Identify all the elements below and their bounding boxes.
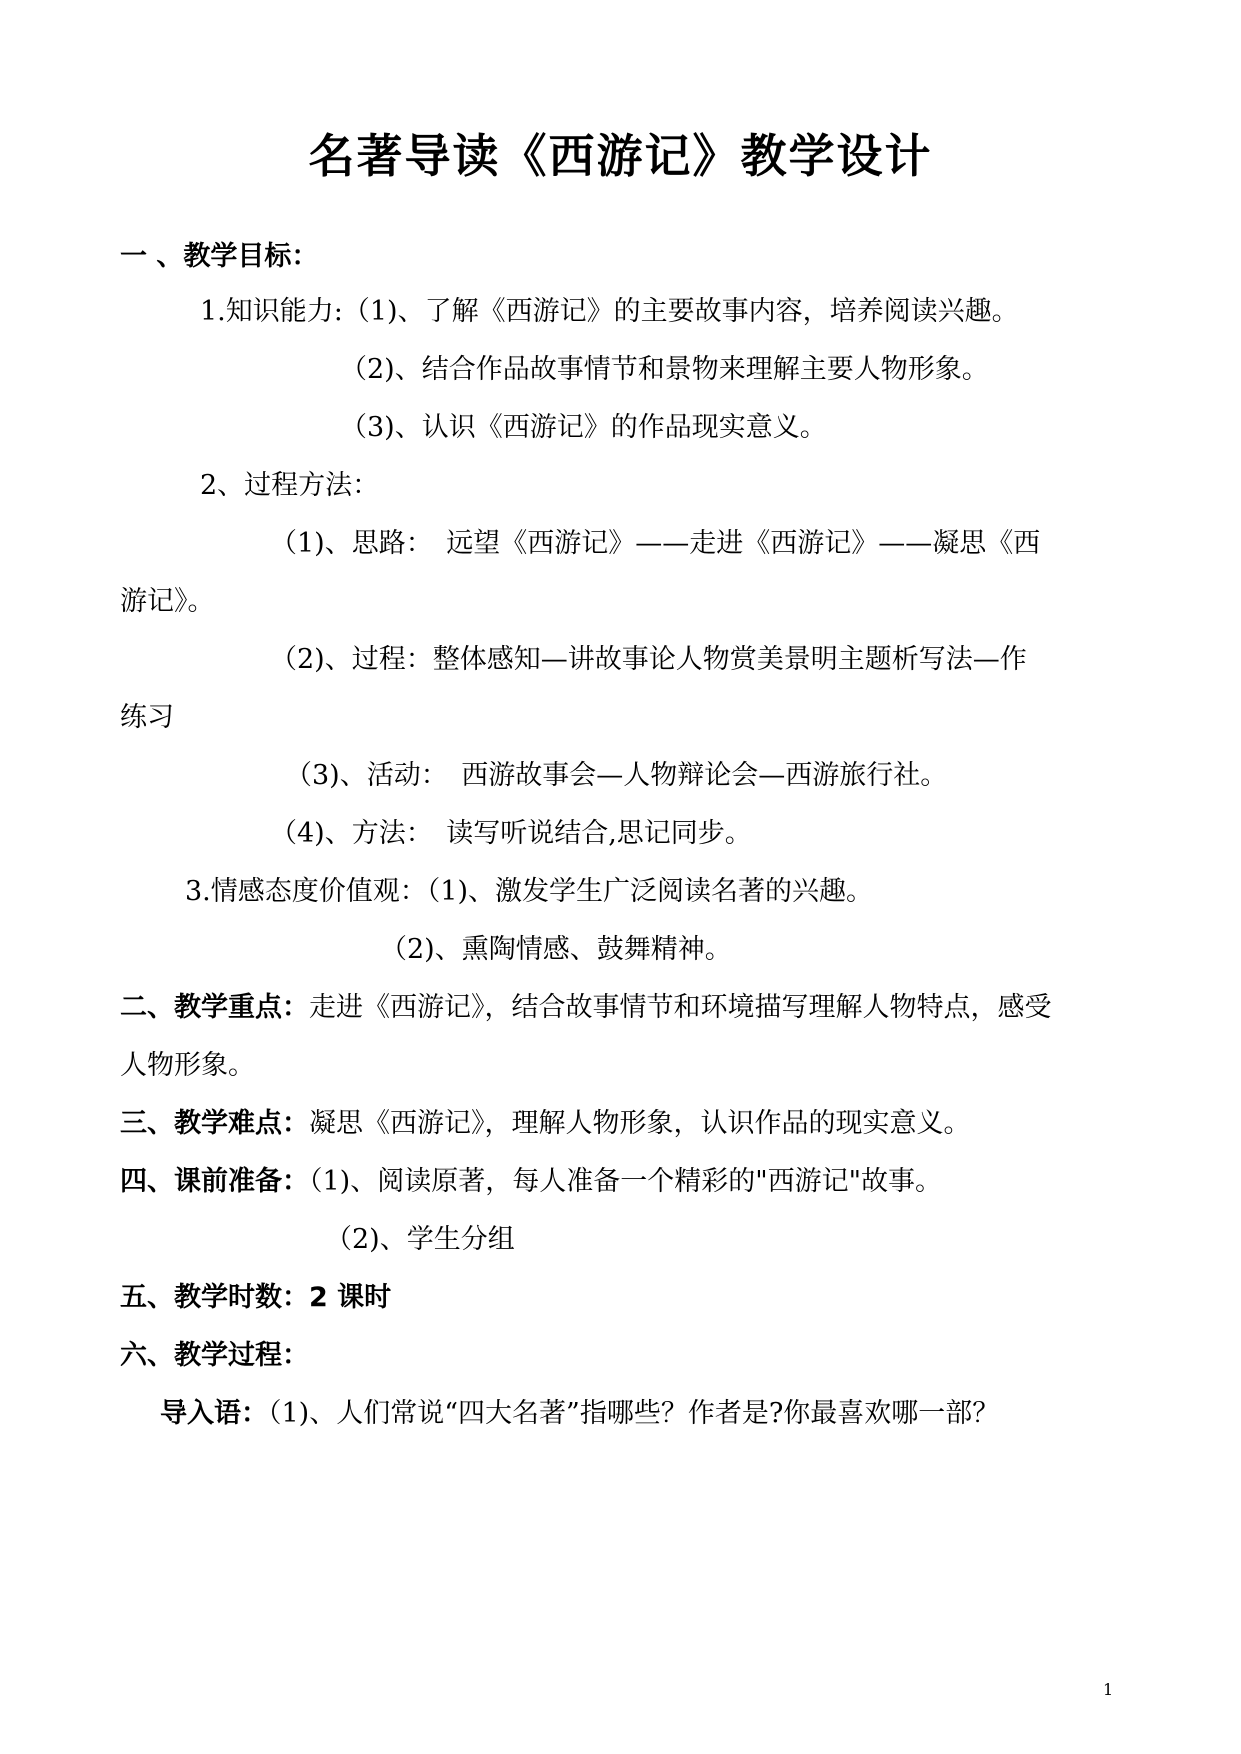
objective-3-line-2: （2)、熏陶情感、鼓舞精神。 — [380, 934, 732, 965]
section-4-line — [120, 1162, 1130, 1202]
intro-text: （1)、人们常说“四大名著”指哪些？作者是?你最喜欢哪一部？ — [268, 1398, 1000, 1429]
objective-2-approach-line-2: 游记》。 — [120, 586, 215, 617]
objective-2-process-line-1: （2)、过程：整体感知—讲故事论人物赏美景明主题析写法—作 — [270, 644, 1027, 675]
section-3-heading: 三、教学难点： — [120, 1108, 309, 1139]
objective-3-line-1: 3.情感态度价值观：（1)、激发学生广泛阅读名著的兴趣。 — [185, 876, 873, 907]
section-2-text: 走进《西游记》，结合故事情节和环境描写理解人物特点，感受 — [309, 992, 1052, 1023]
intro-heading: 导入语： — [160, 1398, 268, 1429]
section-5-heading: 五、教学时数：2 课时 — [120, 1282, 392, 1313]
objective-2-process-line-2: 练习 — [120, 702, 174, 733]
section-4-line-2: （2)、学生分组 — [325, 1224, 515, 1255]
section-2-line-1 — [120, 988, 1130, 1028]
section-6-heading: 六、教学过程： — [120, 1340, 309, 1371]
intro-line — [160, 1394, 1130, 1434]
objective-2-approach-line-1: （1)、思路： 远望《西游记》——走进《西游记》——凝思《西 — [270, 528, 1041, 559]
objective-1-line-1: 1.知识能力:（1)、了解《西游记》的主要故事内容，培养阅读兴趣。 — [200, 296, 1019, 327]
section-3-line — [120, 1104, 1130, 1144]
objective-2-activity: （3)、活动： 西游故事会—人物辩论会—西游旅行社。 — [285, 760, 948, 791]
section-2-heading: 二、教学重点： — [120, 992, 309, 1023]
objective-2-heading: 2、过程方法： — [200, 470, 380, 501]
objective-2-method: （4)、方法： 读写听说结合,思记同步。 — [270, 818, 752, 849]
objective-1-line-2: （2)、结合作品故事情节和景物来理解主要人物形象。 — [340, 354, 989, 385]
section-4-text: （1)、阅读原著，每人准备一个精彩的"西游记"故事。 — [309, 1166, 943, 1197]
document-title: 名著导读《西游记》教学设计 — [308, 129, 933, 183]
objective-1-line-3: （3)、认识《西游记》的作品现实意义。 — [340, 412, 827, 443]
section-2-line-2: 人物形象。 — [120, 1050, 255, 1081]
section-1-heading: 一 、教学目标： — [120, 241, 319, 272]
section-3-text: 凝思《西游记》，理解人物形象，认识作品的现实意义。 — [309, 1108, 971, 1139]
section-4-heading: 四、课前准备： — [120, 1166, 309, 1197]
page-number: 1 — [1103, 1680, 1114, 1699]
